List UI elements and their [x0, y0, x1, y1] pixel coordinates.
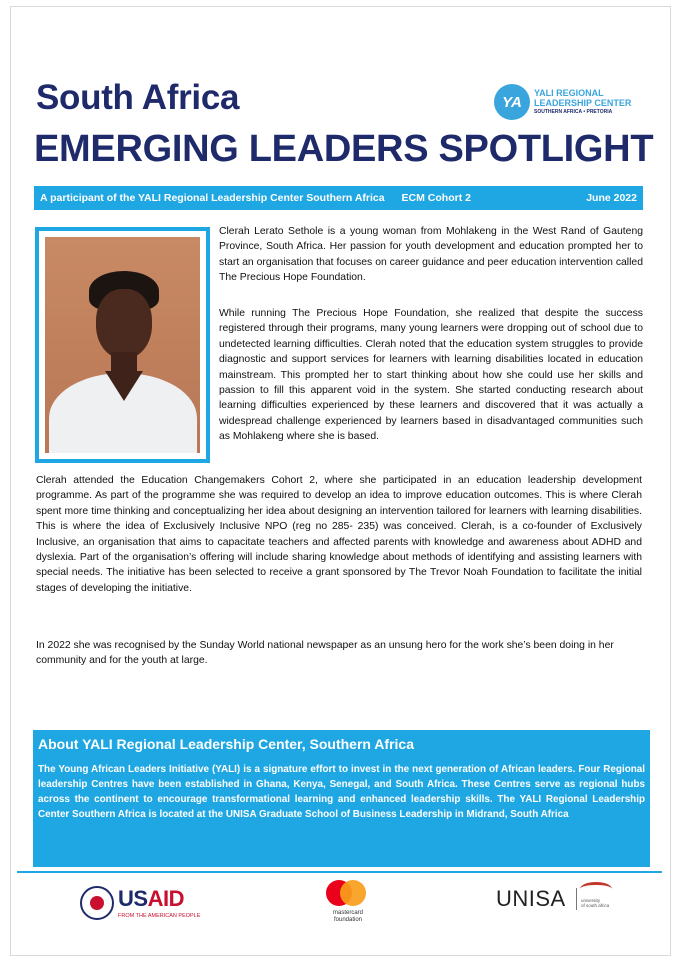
article-paragraph-1: Clerah Lerato Sethole is a young woman from Mohlakeng in the West Rand of Gauteng Province, South Africa. Her passion for youth development and education prompted her to start an organisation that focuses on career guidance and peer education intervention called The Precious Hope Foundation.: [219, 226, 643, 284]
page-title: EMERGING LEADERS SPOTLIGHT: [34, 128, 654, 170]
unisa-swoosh-icon: [580, 882, 612, 896]
mastercard-foundation-logo: [320, 880, 376, 930]
unisa-divider: [576, 888, 577, 910]
footer-divider: [17, 871, 662, 873]
yali-logo-line2: LEADERSHIP CENTER: [534, 98, 632, 108]
unisa-logo: [496, 882, 626, 922]
usaid-tagline: FROM THE AMERICAN PEOPLE: [118, 913, 201, 919]
article-paragraph-2: While running The Precious Hope Foundation, she realized that despite the success registered through their programs, many young learners were dropping out of school due to undetected learning difficulties. Clerah noted that the education system struggles to provide diagnostic and support services for learners with learning disabilities located in education mainstream. This prompted her to start thinking about how she could use her skills and passion to fill this apparent void in the system. She started conducting research about learning difficulties experienced by these learners and discovered that it was actually a widespread challenge experienced by learners based in disadvantaged communities such as Mohlakeng where she is based.: [219, 308, 643, 443]
about-box: [33, 730, 650, 867]
portrait-face: [96, 289, 152, 359]
article-paragraph-4: In 2022 she was recognised by the Sunday World national newspaper as an unsung hero for the work she’s been doing in her community and for the youth at large.: [36, 640, 614, 667]
page-country: South Africa: [36, 78, 240, 117]
banner-cohort: ECM Cohort 2: [401, 192, 471, 204]
article-paragraph-3: Clerah attended the Education Changemakers Cohort 2, where she participated in an education leadership development programme. As part of the programme she was required to develop an idea to improve education outcomes. This is where Clerah spent more time thinking and conceptualizing her idea about designing an intervention tailored for learners with learning disabilities. This is where the idea of Exclusively Inclusive NPO (reg no 285- 235) was conceived. Clerah, is a co-founder of Exclusively Inclusive, an organisation that aims to capacitate teachers and affected parents with knowledge and awareness about ADHD and dyslexia. Part of the organisation’s offering will include sharing knowledge about methods of identifying and assisting learners with special needs. The initiative has been selected to receive a grant sponsored by The Trevor Noah Foundation to facilitate the initial stages of developing the initiative.: [36, 475, 642, 594]
yali-logo-line3: SOUTHERN AFRICA • PRETORIA: [534, 109, 613, 115]
mastercard-line1: mastercard: [332, 910, 363, 916]
usaid-seal-icon: [80, 886, 114, 920]
portrait-photo: [45, 237, 200, 453]
yali-mark-icon: YA: [494, 84, 530, 120]
usaid-wordmark: [118, 886, 184, 912]
unisa-sub1: university: [581, 898, 601, 903]
about-body: The Young African Leaders Initiative (YALI) is a signature effort to invest in the next generation of African leaders. Four Regional leadership Centres have been established in Ghana, Kenya, Senegal, and South Africa. These Centres serve as regional hubs across the continent to encourage transformational learning and enhanced leadership skills. The YALI Regional Leadership Center Southern Africa is located at the UNISA Graduate School of Business Leadership in Midrand, South Africa: [38, 764, 645, 820]
unisa-wordmark: UNISA: [496, 886, 566, 911]
usaid-aid: AID: [147, 886, 184, 911]
about-title: About YALI Regional Leadership Center, Southern Africa: [38, 736, 414, 752]
banner-date: June 2022: [586, 192, 637, 204]
usaid-us: US: [118, 886, 148, 911]
mastercard-line2: foundation: [333, 917, 363, 923]
portrait-frame: [35, 227, 210, 463]
usaid-logo: [80, 884, 220, 924]
unisa-sub2: of south africa: [581, 903, 610, 908]
banner-participant: [40, 192, 586, 204]
banner-participant-text: A participant of the YALI Regional Leadership Center Southern Africa: [40, 192, 385, 204]
yali-logo: [494, 84, 654, 124]
mastercard-orange-circle-icon: [340, 880, 366, 906]
yali-logo-line1: YALI REGIONAL: [534, 88, 604, 98]
participant-banner: [34, 186, 643, 210]
